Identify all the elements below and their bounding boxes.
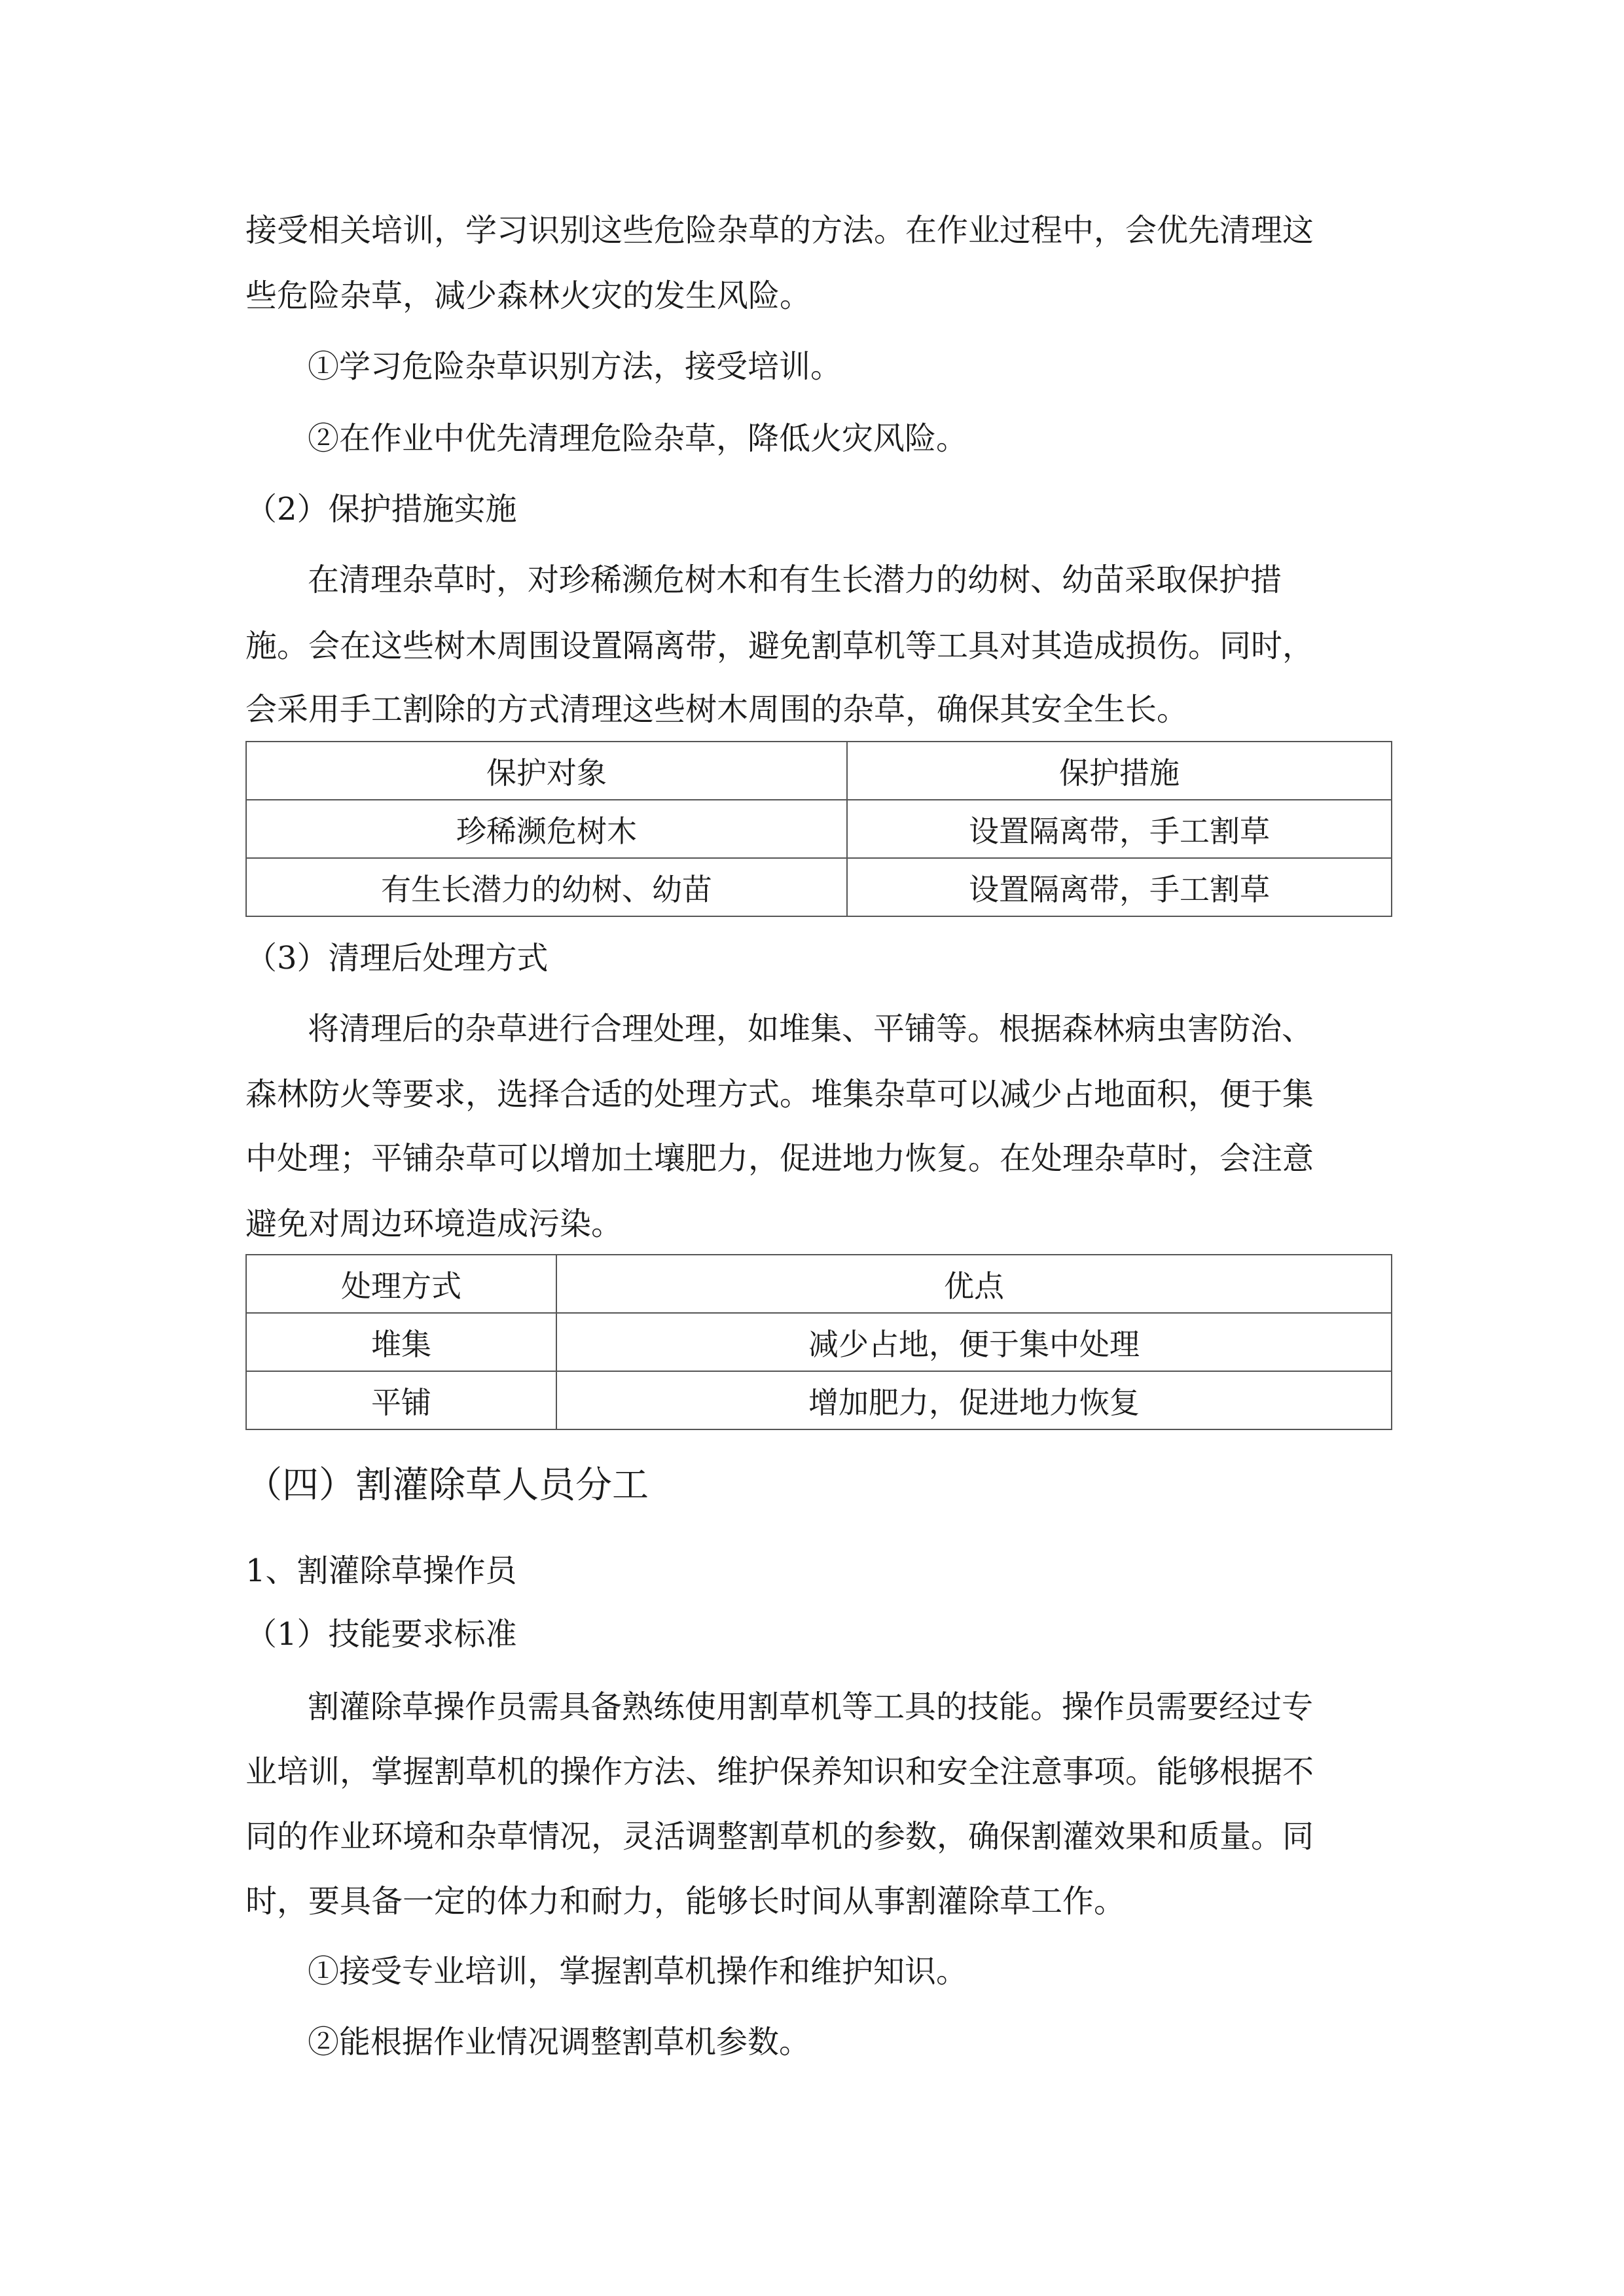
table-header-cell: 保护措施 bbox=[847, 742, 1392, 800]
table-row bbox=[246, 1313, 1392, 1371]
table-header-cell: 优点 bbox=[556, 1255, 1392, 1313]
protection-table bbox=[245, 741, 1392, 917]
section-heading: （四）割灌除草人员分工 bbox=[245, 1464, 649, 1507]
paragraph-line: 避免对周边环境造成污染。 bbox=[245, 1206, 623, 1242]
subsection-heading: 1、割灌除草操作员 bbox=[245, 1552, 517, 1589]
table-cell: 珍稀濒危树木 bbox=[246, 800, 847, 858]
table-cell: 减少占地，便于集中处理 bbox=[556, 1313, 1392, 1371]
subheading-skills: （1）技能要求标准 bbox=[245, 1616, 517, 1653]
paragraph-line: 割灌除草操作员需具备熟练使用割草机等工具的技能。操作员需要经过专 bbox=[308, 1689, 1314, 1725]
table-header-row bbox=[246, 742, 1392, 800]
subheading-disposal: （3）清理后处理方式 bbox=[245, 940, 549, 977]
table-row bbox=[246, 1371, 1392, 1429]
table-row bbox=[246, 800, 1392, 858]
table-cell: 增加肥力，促进地力恢复 bbox=[556, 1371, 1392, 1429]
table-cell: 设置隔离带，手工割草 bbox=[847, 858, 1392, 916]
paragraph-line: 在清理杂草时，对珍稀濒危树木和有生长潜力的幼树、幼苗采取保护措 bbox=[308, 562, 1282, 598]
paragraph-line: 同的作业环境和杂草情况，灵活调整割草机的参数，确保割灌效果和质量。同 bbox=[245, 1818, 1314, 1855]
paragraph-line: 中处理；平铺杂草可以增加土壤肥力，促进地力恢复。在处理杂草时，会注意 bbox=[245, 1140, 1314, 1177]
table-cell: 堆集 bbox=[246, 1313, 556, 1371]
paragraph-line: 业培训，掌握割草机的操作方法、维护保养知识和安全注意事项。能够根据不 bbox=[245, 1753, 1314, 1790]
list-item: ②能根据作业情况调整割草机参数。 bbox=[308, 2024, 811, 2060]
table-cell: 平铺 bbox=[246, 1371, 556, 1429]
paragraph-line: 时，要具备一定的体力和耐力，能够长时间从事割灌除草工作。 bbox=[245, 1883, 1126, 1920]
disposal-table bbox=[245, 1254, 1392, 1430]
list-item: ①学习危险杂草识别方法，接受培训。 bbox=[308, 348, 842, 385]
table-header-cell: 处理方式 bbox=[246, 1255, 556, 1313]
table-row bbox=[246, 858, 1392, 916]
paragraph-line: 会采用手工割除的方式清理这些树木周围的杂草，确保其安全生长。 bbox=[245, 691, 1189, 728]
paragraph-line: 施。会在这些树木周围设置隔离带，避免割草机等工具对其造成损伤。同时， bbox=[245, 628, 1314, 664]
table-cell: 设置隔离带，手工割草 bbox=[847, 800, 1392, 858]
table-cell: 有生长潜力的幼树、幼苗 bbox=[246, 858, 847, 916]
subheading-protection: （2）保护措施实施 bbox=[245, 491, 517, 528]
paragraph-line: 接受相关培训，学习识别这些危险杂草的方法。在作业过程中，会优先清理这 bbox=[245, 212, 1314, 249]
table-header-cell: 保护对象 bbox=[246, 742, 847, 800]
table-header-row bbox=[246, 1255, 1392, 1313]
list-item: ②在作业中优先清理危险杂草，降低火灾风险。 bbox=[308, 420, 968, 457]
paragraph-line: 将清理后的杂草进行合理处理，如堆集、平铺等。根据森林病虫害防治、 bbox=[308, 1011, 1314, 1047]
paragraph-line: 森林防火等要求，选择合适的处理方式。堆集杂草可以减少占地面积，便于集 bbox=[245, 1076, 1314, 1113]
list-item: ①接受专业培训，掌握割草机操作和维护知识。 bbox=[308, 1953, 968, 1990]
paragraph-line: 些危险杂草，减少森林火灾的发生风险。 bbox=[245, 278, 812, 314]
